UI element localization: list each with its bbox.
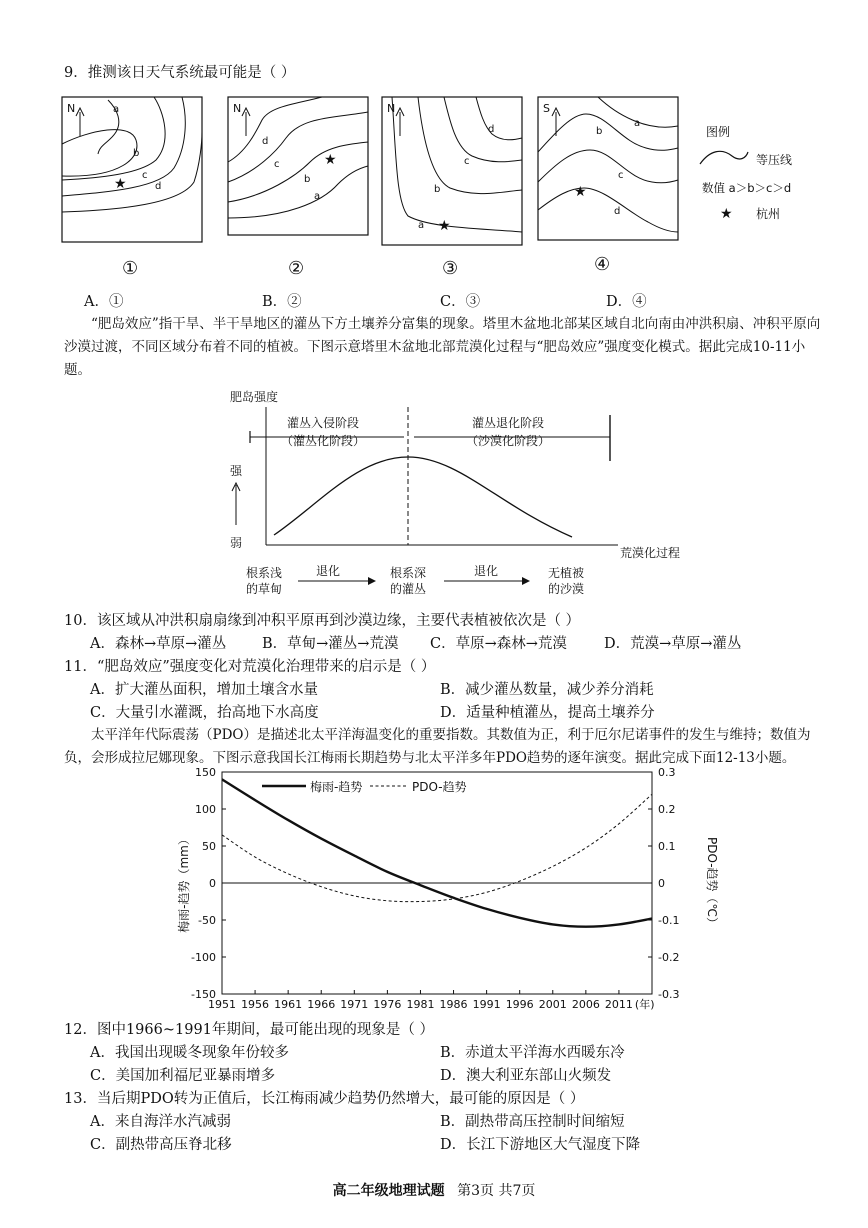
q13-option-a[interactable]: A．来自海洋水汽减弱 — [90, 1114, 231, 1130]
q11-option-d[interactable]: D．适量种植灌丛，提高土壤养分 — [440, 705, 655, 721]
q9-option-c[interactable]: C．③ — [440, 294, 481, 310]
meiyu-pdo-chart — [170, 764, 730, 1024]
svg-text:④: ④ — [594, 254, 611, 275]
y2-tick-label: -0.1 — [658, 914, 680, 927]
q9-option-d[interactable]: D．④ — [606, 294, 647, 310]
svg-text:N: N — [387, 102, 396, 115]
star-icon: ★ — [114, 176, 127, 192]
y2-tick-label: 0 — [658, 877, 665, 890]
svg-text:a: a — [418, 220, 425, 231]
svg-text:a: a — [314, 191, 321, 202]
svg-text:a: a — [113, 104, 120, 115]
svg-text:根系深: 根系深 — [389, 566, 427, 580]
series-pdo-line — [222, 794, 652, 901]
y2-tick-label: 0.1 — [658, 840, 676, 853]
q12-option-d[interactable]: D．澳大利亚东部山火频发 — [440, 1068, 612, 1084]
x-axis-unit: (年) — [634, 998, 655, 1011]
y-tick-label: 50 — [202, 840, 216, 853]
x-tick-label: 1986 — [439, 998, 468, 1011]
svg-text:数值 a＞b＞c＞d: 数值 a＞b＞c＞d — [702, 181, 792, 195]
x-tick-label: 1976 — [373, 998, 402, 1011]
svg-text:b: b — [596, 126, 603, 137]
q11-stem: 11．“肥岛效应”强度变化对荒漠化治理带来的启示是（ ） — [64, 659, 436, 675]
svg-text:N: N — [233, 102, 242, 115]
q9-option-a[interactable]: A．① — [84, 294, 124, 310]
y-axis-label: 梅雨-趋势（mm） — [177, 833, 191, 933]
svg-text:b: b — [133, 148, 140, 159]
q10-option-c[interactable]: C．草原→森林→荒漠 — [430, 636, 567, 652]
svg-text:b: b — [304, 174, 311, 185]
map-panel-3 — [382, 97, 522, 279]
svg-text:弱: 弱 — [230, 536, 243, 550]
svg-text:②: ② — [288, 258, 305, 279]
q13-option-c[interactable]: C．副热带高压脊北移 — [90, 1137, 232, 1153]
x-tick-label: 1966 — [307, 998, 336, 1011]
q10-option-d[interactable]: D．荒漠→草原→灌丛 — [604, 636, 742, 652]
q12-option-c[interactable]: C．美国加利福尼亚暴雨增多 — [90, 1068, 276, 1084]
q11-option-c[interactable]: C．大量引水灌溉，抬高地下水高度 — [90, 705, 319, 721]
q10-option-a[interactable]: A．森林→草原→灌丛 — [90, 636, 227, 652]
y2-tick-label: -0.2 — [658, 951, 680, 964]
svg-text:等压线: 等压线 — [756, 153, 793, 167]
q11-option-b[interactable]: B．减少灌丛数量，减少养分消耗 — [440, 682, 654, 698]
svg-text:c: c — [142, 170, 148, 181]
x-tick-label: 1971 — [340, 998, 369, 1011]
q12-option-b[interactable]: B．赤道太平洋海水西暖东冷 — [440, 1045, 625, 1061]
star-icon: ★ — [720, 206, 733, 222]
svg-text:①: ① — [122, 258, 139, 279]
footer-title: 高二年级地理试题 — [332, 1183, 445, 1199]
star-icon: ★ — [324, 152, 337, 168]
svg-text:强: 强 — [230, 464, 243, 478]
svg-text:c: c — [464, 156, 470, 167]
footer-page: 第3页 共7页 — [457, 1183, 536, 1199]
q13-option-d[interactable]: D．长江下游地区大气湿度下降 — [440, 1137, 641, 1153]
chart-legend — [262, 779, 467, 794]
q9-stem: 9．推测该日天气系统最可能是（ ） — [64, 65, 296, 81]
svg-text:d: d — [488, 124, 495, 135]
fig1-ylabel: 肥岛强度 — [230, 390, 279, 404]
series-meiyu-line — [222, 779, 652, 926]
svg-text:根系浅: 根系浅 — [245, 566, 283, 580]
svg-text:灌丛入侵阶段: 灌丛入侵阶段 — [286, 416, 360, 430]
svg-text:无植被: 无植被 — [547, 566, 585, 580]
svg-text:图例: 图例 — [706, 125, 731, 139]
svg-text:灌丛退化阶段: 灌丛退化阶段 — [471, 416, 545, 430]
q9-option-b[interactable]: B．② — [262, 294, 302, 310]
north-label: N — [67, 102, 76, 115]
y-tick-label: 0 — [209, 877, 216, 890]
map-legend — [700, 124, 792, 222]
star-icon: ★ — [574, 184, 587, 200]
x-tick-label: 1996 — [505, 998, 534, 1011]
svg-text:a: a — [634, 118, 641, 129]
page-footer — [0, 1180, 868, 1200]
y2-axis-label: PDO-趋势（℃） — [705, 836, 719, 930]
svg-text:d: d — [614, 206, 621, 217]
svg-text:b: b — [434, 184, 441, 195]
x-tick-label: 2001 — [538, 998, 567, 1011]
legend-pdo-label: PDO-趋势 — [412, 780, 467, 794]
svg-text:的灌丛: 的灌丛 — [389, 582, 427, 596]
svg-text:d: d — [262, 136, 269, 147]
x-tick-label: 2006 — [571, 998, 600, 1011]
x-tick-label: 1991 — [472, 998, 501, 1011]
x-tick-label: 1956 — [241, 998, 270, 1011]
y2-tick-label: 0.2 — [658, 803, 676, 816]
map-panel-2 — [228, 97, 368, 279]
q13-option-b[interactable]: B．副热带高压控制时间缩短 — [440, 1114, 625, 1130]
q13-stem: 13．当后期PDO转为正值后，长江梅雨减少趋势仍然增大，最可能的原因是（ ） — [64, 1091, 585, 1107]
y-tick-label: -50 — [198, 914, 216, 927]
map-panel-1 — [62, 97, 202, 279]
star-icon: ★ — [438, 218, 451, 234]
q9-isobar-maps — [60, 92, 860, 282]
svg-text:S: S — [543, 102, 550, 115]
svg-text:退化: 退化 — [315, 564, 341, 578]
q11-option-a[interactable]: A．扩大灌丛面积，增加土壤含水量 — [90, 682, 318, 698]
svg-text:退化: 退化 — [473, 564, 499, 578]
svg-text:的沙漠: 的沙漠 — [547, 582, 585, 596]
y2-tick-label: 0.3 — [658, 766, 676, 779]
q12-option-a[interactable]: A．我国出现暖冬现象年份较多 — [90, 1045, 289, 1061]
q12-stem: 12．图中1966~1991年期间，最可能出现的现象是（ ） — [64, 1022, 435, 1038]
y-tick-label: 100 — [195, 803, 216, 816]
intro-10-11: “肥岛效应”指干旱、半干旱地区的灌丛下方土壤养分富集的现象。塔里木盆地北部某区域自北向南由冲洪积扇、冲积平原向沙漠过渡，不同区域分布着不同的植被。下图示意塔里木盆地北部荒漠化过程与“肥岛效应”强度变化模式。据此完成10-11小题。 — [64, 316, 821, 378]
q10-stem: 10．该区域从冲洪积扇扇缘到冲积平原再到沙漠边缘，主要代表植被依次是（ ） — [64, 613, 581, 629]
svg-text:c: c — [618, 170, 624, 181]
map-panel-4 — [538, 97, 678, 275]
x-tick-label: 1951 — [208, 998, 236, 1011]
y-tick-label: -150 — [191, 988, 216, 1001]
y-tick-label: -100 — [191, 951, 216, 964]
y-tick-label: 150 — [195, 766, 216, 779]
svg-text:③: ③ — [442, 258, 459, 279]
q10-option-b[interactable]: B．草甸→灌丛→荒漠 — [262, 636, 399, 652]
intro-12-13: 太平洋年代际震荡（PDO）是描述北太平洋海温变化的重要指数。其数值为正，利于厄尔尼诺事件的发生与维持；数值为负，会形成拉尼娜现象。下图示意我国长江梅雨长期趋势与北太平洋多年PDO趋势的逐年演变。据此完成下面12-13小题。 — [64, 727, 811, 766]
svg-text:荒漠化过程: 荒漠化过程 — [620, 546, 681, 560]
svg-text:c: c — [274, 159, 280, 170]
x-tick-label: 1961 — [274, 998, 303, 1011]
svg-text:杭州: 杭州 — [756, 207, 781, 221]
svg-text:（沙漠化阶段）: （沙漠化阶段） — [465, 434, 551, 448]
y2-tick-label: -0.3 — [658, 988, 680, 1001]
svg-text:d: d — [155, 181, 162, 192]
legend-meiyu-label: 梅雨-趋势 — [310, 780, 363, 794]
fertile-island-figure — [228, 385, 708, 605]
x-tick-label: 1981 — [406, 998, 435, 1011]
svg-text:（灌丛化阶段）: （灌丛化阶段） — [280, 434, 366, 448]
x-tick-label: 2011 — [604, 998, 633, 1011]
svg-text:的草甸: 的草甸 — [245, 582, 283, 596]
